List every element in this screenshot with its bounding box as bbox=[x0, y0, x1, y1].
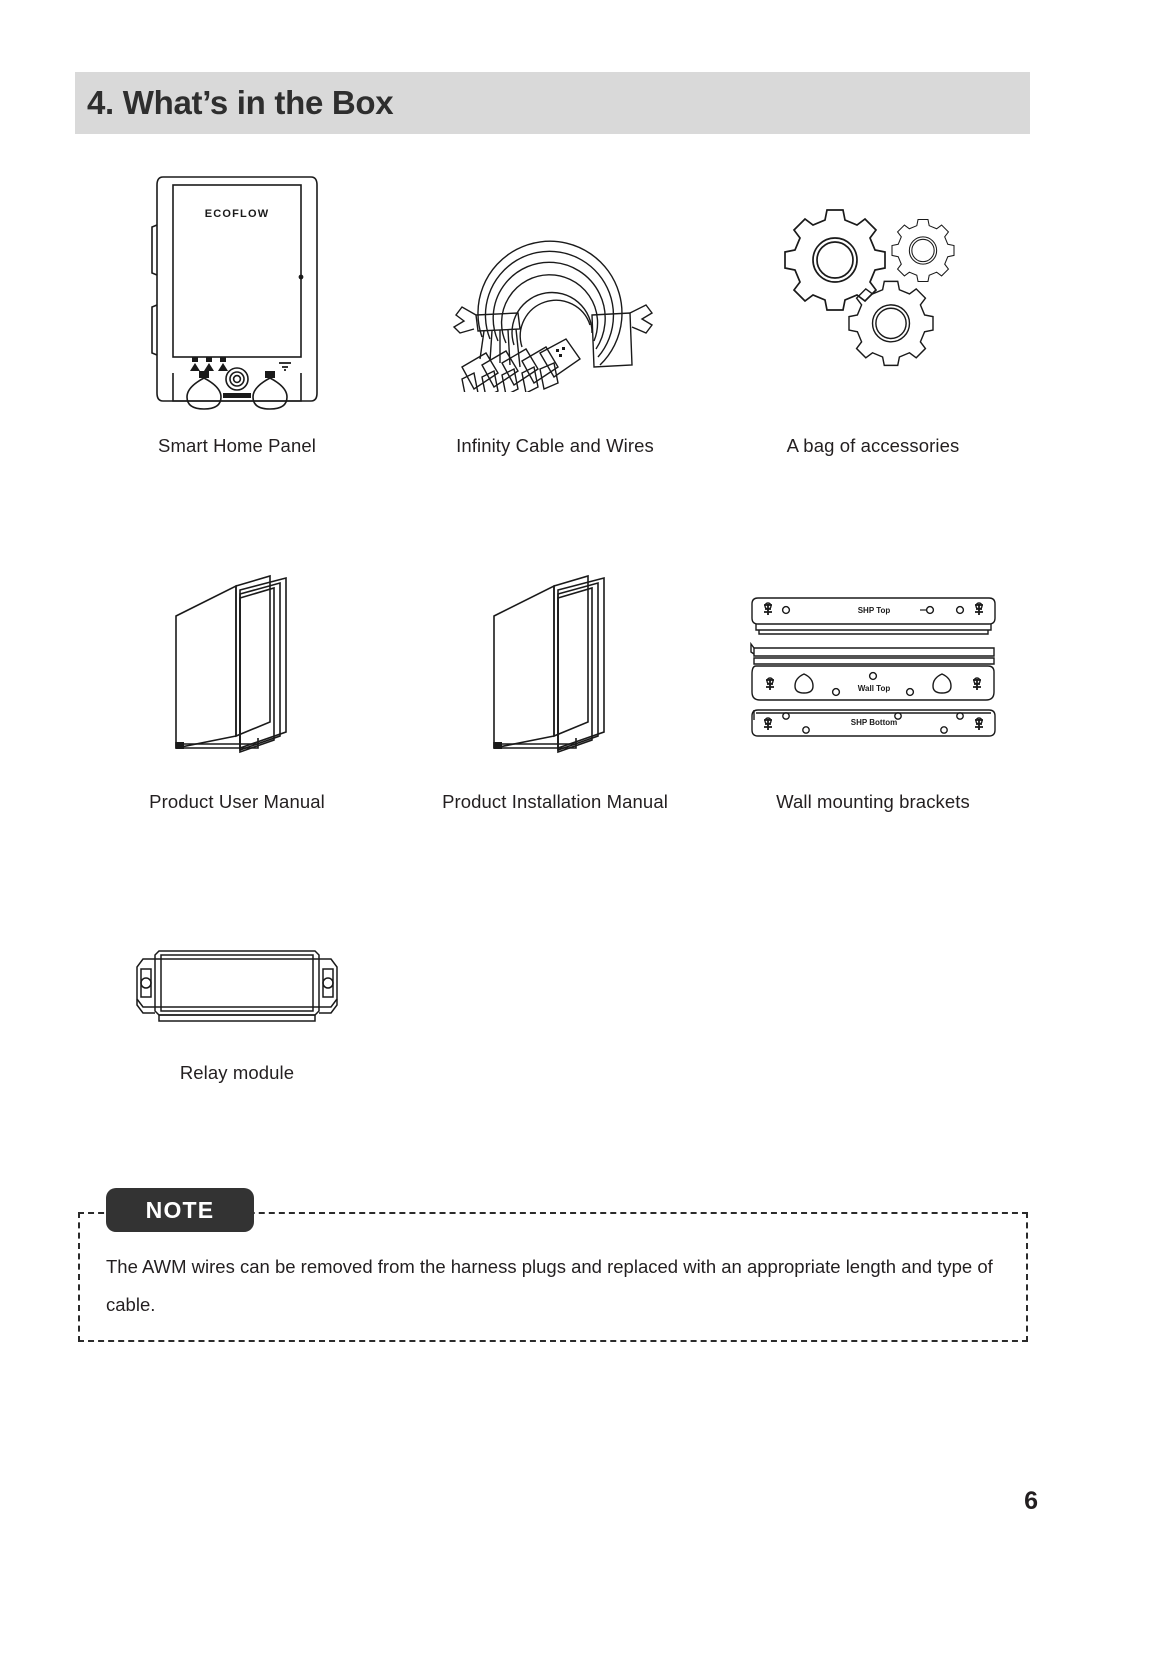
gears-accessories-illustration bbox=[783, 160, 963, 418]
section-header-band bbox=[75, 72, 1030, 134]
contents-row-2 bbox=[78, 559, 1033, 815]
page-number: 6 bbox=[1024, 1487, 1038, 1515]
contents-row-1 bbox=[78, 160, 1033, 459]
item-smart-home-panel bbox=[78, 160, 396, 459]
box-contents-grid bbox=[78, 160, 1033, 1086]
bracket-label-top: SHP Top bbox=[857, 605, 890, 615]
smart-home-panel-illustration bbox=[149, 160, 325, 418]
page-title: 4. What’s in the Box bbox=[87, 84, 394, 121]
booklet-illustration bbox=[480, 559, 630, 774]
item-caption: Relay module bbox=[179, 1062, 295, 1083]
item-caption: Smart Home Panel bbox=[158, 435, 316, 456]
relay-module-illustration bbox=[117, 925, 357, 1045]
item-caption: Infinity Cable and Wires bbox=[456, 435, 654, 456]
item-caption: Product User Manual bbox=[149, 791, 325, 812]
item-user-manual bbox=[78, 559, 396, 815]
contents-row-3 bbox=[78, 925, 1033, 1086]
item-caption: Product Installation Manual bbox=[442, 791, 668, 812]
bracket-label-middle: Wall Top bbox=[857, 683, 890, 693]
item-caption: Wall mounting brackets bbox=[776, 791, 970, 812]
item-accessories-bag bbox=[714, 160, 1032, 459]
item-infinity-cable bbox=[396, 160, 714, 459]
booklet-illustration bbox=[162, 559, 312, 774]
ecoflow-logo-text: ECOFLOW bbox=[204, 208, 270, 220]
wall-mounting-brackets-illustration bbox=[746, 559, 1001, 774]
bracket-label-bottom: SHP Bottom bbox=[850, 717, 897, 727]
note-badge-label: NOTE bbox=[145, 1196, 215, 1223]
item-relay-module bbox=[78, 925, 396, 1086]
note-badge bbox=[106, 1188, 254, 1232]
item-caption: A bag of accessories bbox=[786, 435, 960, 456]
note-block bbox=[78, 1196, 1028, 1342]
item-installation-manual bbox=[396, 559, 714, 815]
coiled-cable-illustration bbox=[440, 160, 670, 418]
note-text: The AWM wires can be removed from the harness plugs and replaced with an appropriate length and type of cable. bbox=[106, 1256, 993, 1315]
item-wall-brackets bbox=[714, 559, 1032, 815]
